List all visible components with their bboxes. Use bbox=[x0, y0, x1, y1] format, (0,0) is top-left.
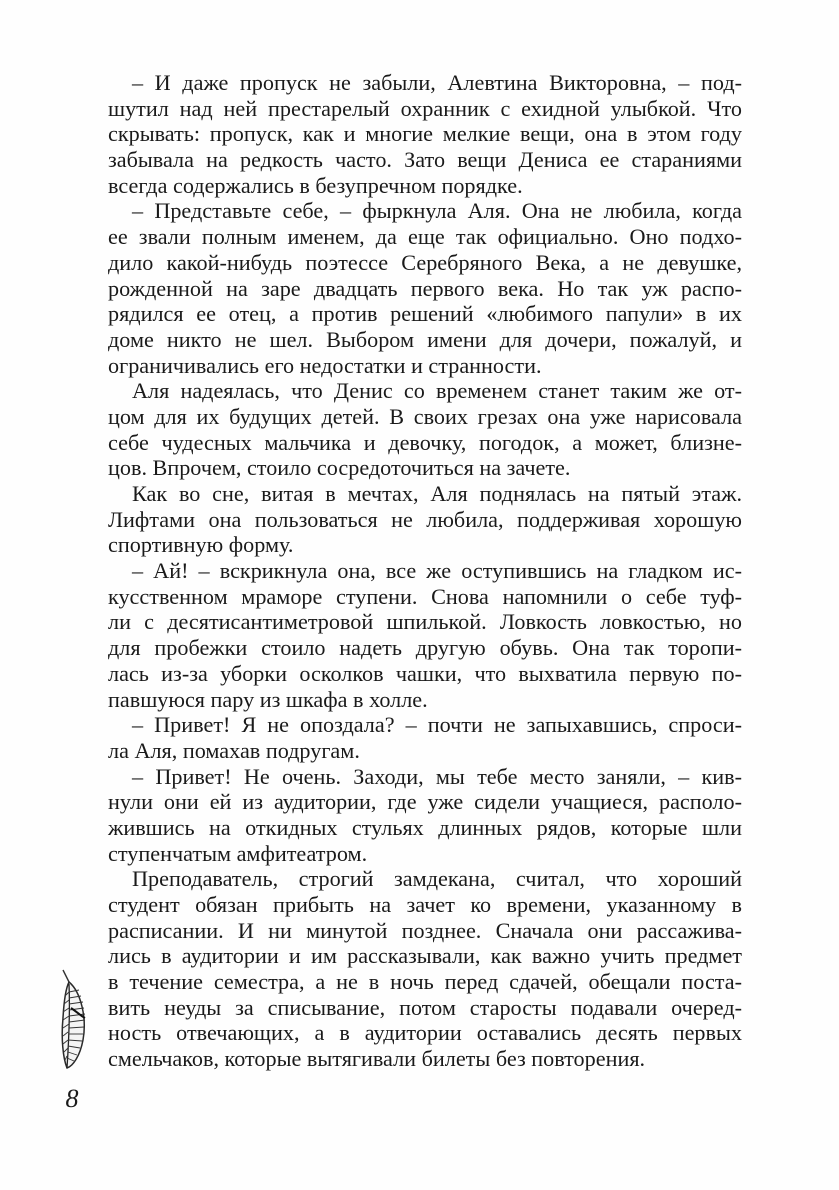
page-number: 8 bbox=[65, 1084, 79, 1113]
feather-icon bbox=[55, 968, 91, 1078]
text-line: – И даже пропуск не забыли, Алевтина Викторовна, – под- bbox=[132, 70, 742, 95]
text-line: ступенчатым амфитеатром. bbox=[108, 840, 368, 866]
text-line: вить неуды за списывание, потом старосты подавали очеред- bbox=[108, 994, 742, 1020]
text-line: Преподаватель, строгий замдекана, считал, что хороший bbox=[132, 866, 742, 892]
text-line: – Привет! Не очень. Заходи, мы тебе место заняли, – кив- bbox=[132, 763, 742, 789]
text-line: нули они ей из аудитории, где уже сидели учащиеся, располо- bbox=[108, 789, 742, 815]
text-line: рожденной на заре двадцать первого века. Но так уж распо- bbox=[108, 275, 742, 301]
text-line: жившись на откидных стульях длинных рядов, которые шли bbox=[108, 814, 742, 840]
text-line: спортивную форму. bbox=[108, 532, 294, 558]
text-line: дило какой-нибудь поэтессе Серебряного Века, а не девушке, bbox=[108, 249, 742, 275]
text-line: себе чудесных мальчика и девочку, погодок, а может, близне- bbox=[108, 429, 742, 455]
text-line: для пробежки стоило надеть другую обувь. Она так торопи- bbox=[108, 635, 742, 661]
text-line: забывала на редкость часто. Зато вещи Дениса ее стараниями bbox=[108, 147, 742, 173]
text-line: павшуюся пару из шкафа в холле. bbox=[108, 686, 428, 712]
text-line: студент обязан прибыть на зачет ко времени, указанному в bbox=[108, 892, 742, 917]
text-line: ла Аля, помахав подругам. bbox=[108, 737, 360, 763]
text-line: расписании. И ни минутой позднее. Сначала они рассажива- bbox=[108, 917, 742, 943]
text-line: доме никто не шел. Выбором имени для дочери, пожалуй, и bbox=[108, 326, 742, 352]
text-line: рядился ее отец, а против решений «любимого папули» в их bbox=[108, 301, 742, 327]
text-line: лась из-за уборки осколков чашки, что выхватила первую по- bbox=[108, 660, 742, 686]
text-line: ность отвечающих, а в аудитории оставались десять первых bbox=[108, 1020, 742, 1046]
text-line: – Привет! Я не опоздала? – почти не запыхавшись, спроси- bbox=[132, 712, 742, 738]
text-line: ее звали полным именем, да еще так официально. Оно подхо- bbox=[108, 224, 742, 250]
text-line: ли с десятисантиметровой шпилькой. Ловкость ловкостью, но bbox=[108, 609, 742, 635]
text-line: цов. Впрочем, стоило сосредоточиться на зачете. bbox=[108, 455, 571, 481]
body-text bbox=[108, 70, 742, 1072]
text-line: скрывать: пропуск, как и многие мелкие вещи, она в этом году bbox=[108, 121, 742, 147]
text-line: шутил над ней престарелый охранник с ехидной улыбкой. Что bbox=[108, 95, 742, 121]
text-line: Лифтами она пользоваться не любила, поддерживая хорошую bbox=[108, 506, 742, 532]
text-line: – Представьте себе, – фыркнула Аля. Она не любила, когда bbox=[132, 198, 742, 224]
text-line: – Ай! – вскрикнула она, все же оступившись на гладком ис- bbox=[132, 558, 742, 584]
text-line: в течение семестра, а не в ночь перед сдачей, обещали поста- bbox=[108, 969, 742, 995]
text-line: всегда содержались в безупречном порядке. bbox=[108, 172, 523, 198]
text-line: Аля надеялась, что Денис со временем станет таким же от- bbox=[132, 378, 742, 404]
text-line: лись в аудитории и им рассказывали, как важно учить предмет bbox=[108, 943, 742, 969]
text-line: кусственном мраморе ступени. Снова напомнили о себе туф- bbox=[108, 583, 742, 609]
text-line: смельчаков, которые вытягивали билеты без повторения. bbox=[108, 1046, 646, 1072]
text-line: ограничивались его недостатки и странности. bbox=[108, 352, 542, 378]
text-line: Как во сне, витая в мечтах, Аля поднялась на пятый этаж. bbox=[132, 481, 742, 506]
text-line: цом для их будущих детей. В своих грезах она уже нарисовала bbox=[108, 403, 742, 429]
